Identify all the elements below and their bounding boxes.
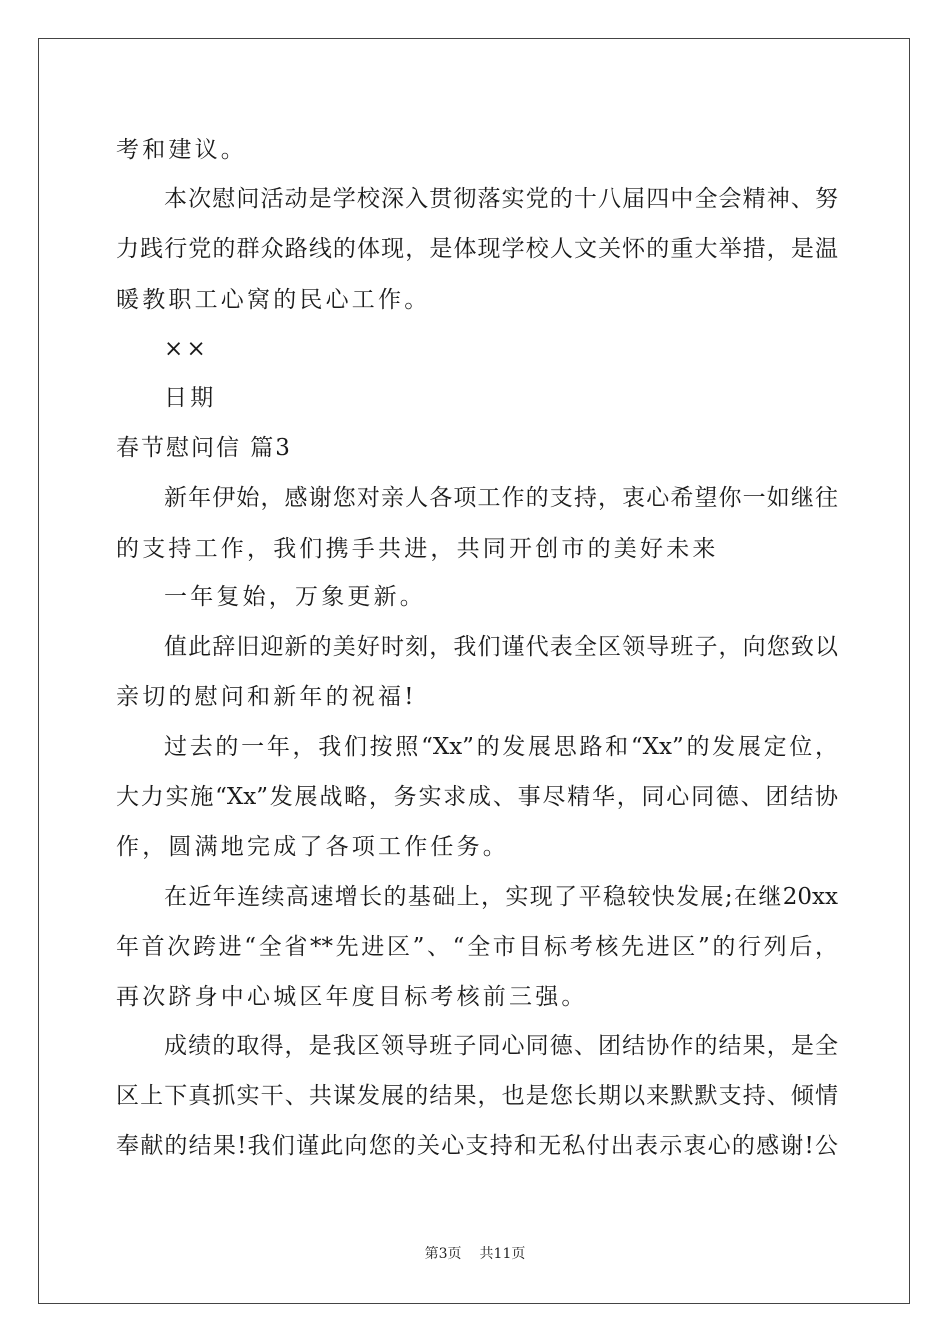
section-heading: 春节慰问信 篇3 (116, 435, 292, 461)
page-number: 第3页 (424, 1246, 462, 1262)
text-line: 亲切的慰问和新年的祝福! (116, 684, 417, 710)
text-line: 再次跻身中心城区年度目标考核前三强。 (116, 984, 588, 1010)
page-total: 共11页 (479, 1246, 526, 1262)
text-line: 暖教职工心窝的民心工作。 (116, 287, 431, 313)
text-line: 考和建议。 (116, 137, 247, 163)
paragraph-line: 过去的一年，我们按照“Xx”的发展思路和“Xx”的发展定位， (164, 734, 838, 760)
text-line: 大力实施“Xx”发展战略，务实求成、事尽精华，同心同德、团结协 (116, 784, 838, 810)
signature-placeholder: ×× (164, 336, 209, 362)
text-line: 作，圆满地完成了各项工作任务。 (116, 834, 509, 860)
paragraph-line: 成绩的取得，是我区领导班子同心同德、团结协作的结果，是全 (164, 1033, 838, 1059)
paragraph-line: 值此辞旧迎新的美好时刻，我们谨代表全区领导班子，向您致以 (164, 634, 838, 660)
page-border (38, 38, 910, 1304)
text-line: 的支持工作，我们携手共进，共同开创市的美好未来 (116, 536, 719, 562)
date-line: 日期 (164, 385, 217, 411)
text-line: 年首次跨进“全省**先进区”、“全市目标考核先进区”的行列后， (116, 934, 838, 960)
paragraph-line: 在近年连续高速增长的基础上，实现了平稳较快发展;在继20xx (164, 884, 838, 910)
paragraph-line: 本次慰问活动是学校深入贯彻落实党的十八届四中全会精神、努 (164, 186, 838, 212)
paragraph-line: 一年复始，万象更新。 (164, 584, 426, 610)
text-line: 区上下真抓实干、共谋发展的结果，也是您长期以来默默支持、倾情 (116, 1083, 838, 1109)
text-line: 力践行党的群众路线的体现，是体现学校人文关怀的重大举措，是温 (116, 236, 838, 262)
text-line: 奉献的结果!我们谨此向您的关心支持和无私付出表示衷心的感谢!公 (116, 1133, 838, 1159)
page-footer (0, 1244, 950, 1264)
paragraph-line: 新年伊始，感谢您对亲人各项工作的支持，衷心希望你一如继往 (164, 485, 838, 511)
